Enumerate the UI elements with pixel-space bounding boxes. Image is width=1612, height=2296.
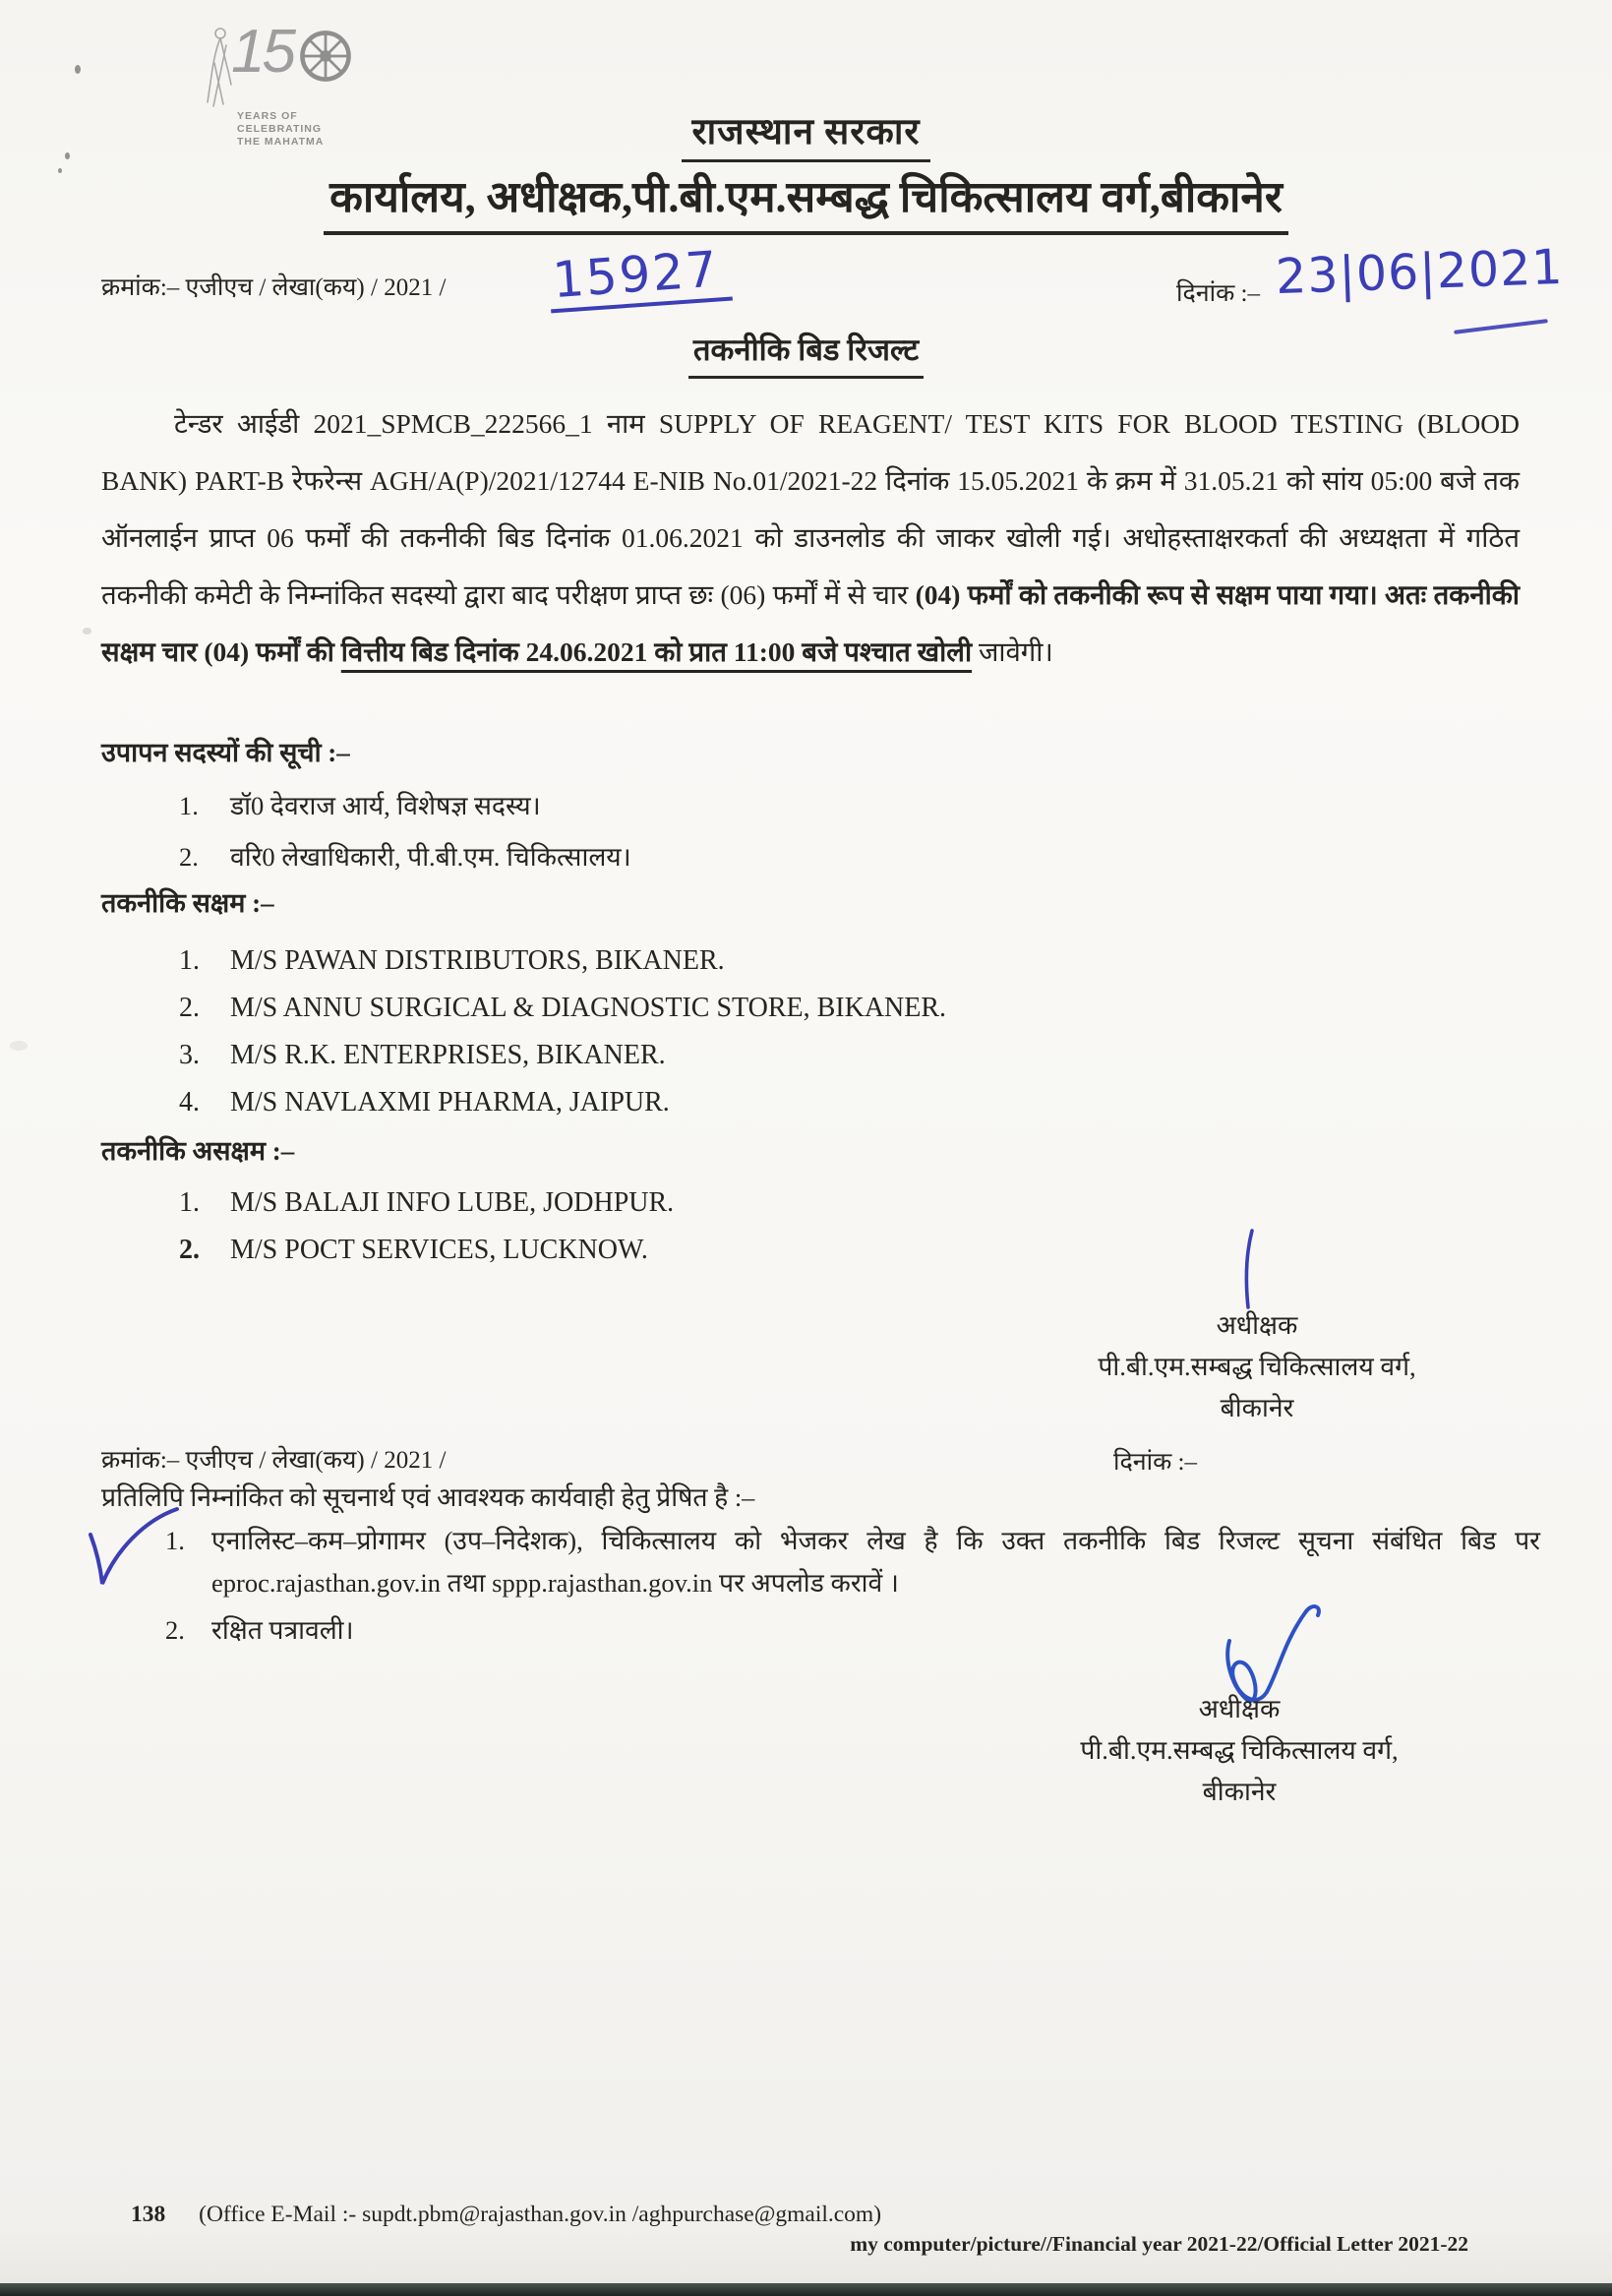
list-item-text: एनालिस्ट–कम–प्रोगामर (उप–निदेशक), चिकित्सालय को भेजकर लेख है कि उक्त तकनीकि बिड रिजल्ट सूचना संबंधित बिड पर eproc.rajasthan.gov.in तथा sppp.rajasthan.gov.in पर अपलोड करावें । — [211, 1526, 1540, 1598]
scan-edge-band — [0, 2283, 1612, 2296]
list-item-text: M/S BALAJI INFO LUBE, JODHPUR. — [230, 1187, 675, 1218]
logo-caption-line: YEARS OF — [237, 110, 298, 122]
technically-qualified-heading: तकनीकि सक्षम :– — [101, 888, 274, 918]
copy-list — [165, 1520, 1540, 1657]
reference-number-handwritten: 15927 — [547, 240, 733, 314]
list-item — [165, 1520, 1540, 1604]
para-text-end: जावेगी। — [972, 636, 1053, 667]
signatory-designation: अधीक्षक — [1216, 1310, 1298, 1340]
signature-stroke-icon — [1233, 1228, 1263, 1310]
para-bold-text: (04) फर्मों को तकनीकी रूप से सक्षम पाया गया। अतः तकनीकी सक्षम चार (04) फर्मों की — [101, 579, 1520, 667]
list-item — [179, 1039, 946, 1072]
subject-title: तकनीकि बिड रिजल्ट — [688, 329, 924, 379]
signatory-organisation: पी.बी.एम.सम्बद्ध चिकित्सालय वर्ग, — [1098, 1352, 1416, 1381]
list-item-text: रक्षित पत्रावली। — [211, 1615, 354, 1645]
procurement-members-heading: उपापन सदस्यों की सूची :– — [101, 738, 350, 767]
charkha-wheel-icon — [297, 28, 354, 85]
list-item-text: M/S POCT SERVICES, LUCKNOW. — [230, 1235, 648, 1265]
para-text: टेन्डर आईडी 2021_SPMCB_222566_1 नाम SUPPLY OF REAGENT/ TEST KITS FOR BLOOD TESTING (BLOOD BANK) PART-B रेफरेन्स AGH/A(P)/2021/12744 E-NIB No.01/2021-22 दिनांक 15.05.2021 के क्रम में 31.05.21 को सांय 05:00 बजे तक ऑनलाईन प्राप्त 06 फर्मों की तकनीकी बिड दिनांक 01.06.2021 को डाउनलोड की जाकर खोली गई। अधोहस्ताक्षरकर्ता की अध्यक्षता में गठित तकनीकी कमेटी के निम्नांकित सदस्यो द्वारा बाद परीक्षण प्राप्त छः (06) फर्मों में से चार — [101, 408, 1520, 610]
office-title: कार्यालय, अधीक्षक,पी.बी.एम.सम्बद्ध चिकित्सालय वर्ग,बीकानेर — [324, 165, 1288, 235]
list-item — [179, 944, 946, 978]
reference-number-label-2: क्रमांक:– एजीएच / लेखा(कय) / 2021 / — [101, 1447, 447, 1474]
procurement-members-list — [179, 789, 631, 891]
list-item — [179, 1234, 674, 1267]
page-number: 138 — [131, 2202, 166, 2227]
scan-speck — [83, 628, 91, 634]
signatory-organisation: पी.बी.एम.सम्बद्ध चिकित्सालय वर्ग, — [1080, 1735, 1399, 1765]
list-item-number: 2. — [165, 1615, 185, 1645]
signatory-designation: अधीक्षक — [1198, 1694, 1281, 1723]
logo-150-text: 15 — [231, 18, 293, 86]
body-paragraph — [101, 395, 1520, 681]
list-item-text: M/S ANNU SURGICAL & DIAGNOSTIC STORE, BIKANER. — [230, 993, 947, 1023]
reference-number-label: क्रमांक:– एजीएच / लेखा(कय) / 2021 / — [101, 274, 447, 301]
list-item-number: 2. — [179, 1235, 200, 1265]
logo-caption-line: CELEBRATING — [237, 123, 323, 135]
list-item-number: 4. — [179, 1087, 200, 1118]
government-title: राजस्थान सरकार — [682, 104, 929, 162]
list-item — [179, 1186, 674, 1220]
list-item-number: 1. — [179, 1187, 200, 1218]
list-item — [179, 1086, 946, 1119]
signatory-block-2 — [1043, 1688, 1436, 1812]
signatory-place: बीकानेर — [1220, 1393, 1294, 1422]
scan-speck — [75, 65, 81, 74]
date-label-2: दिनांक :– — [1113, 1449, 1197, 1476]
list-item-number: 3. — [179, 1040, 200, 1070]
list-item-text: M/S NAVLAXMI PHARMA, JAIPUR. — [230, 1087, 670, 1118]
list-item — [179, 840, 631, 874]
list-item-text: M/S R.K. ENTERPRISES, BIKANER. — [230, 1040, 666, 1070]
list-item-text: M/S PAWAN DISTRIBUTORS, BIKANER. — [230, 945, 725, 976]
list-item — [165, 1609, 1540, 1652]
list-item-number: 1. — [179, 791, 199, 820]
office-email-text: (Office E-Mail :- supdt.pbm@rajasthan.gov.in /aghpurchase@gmail.com) — [199, 2202, 882, 2227]
date-handwritten: 23|06|2021 — [1275, 238, 1565, 306]
list-item-text: वरि0 लेखाधिकारी, पी.बी.एम. चिकित्सालय। — [230, 842, 631, 872]
gandhi-figure-icon — [202, 26, 235, 108]
para-underlined-text: वित्तीय बिड दिनांक 24.06.2021 को प्रात 11:00 बजे पश्चात खोली — [340, 636, 973, 667]
footer-email-line — [131, 2202, 881, 2228]
scan-speck — [10, 1041, 28, 1051]
list-item-number: 1. — [179, 945, 200, 976]
signatory-block — [1060, 1304, 1454, 1428]
list-item-number: 1. — [165, 1526, 185, 1555]
list-item — [179, 789, 631, 822]
copy-intro: प्रतिलिपि निम्नांकित को सूचनार्थ एवं आवश्यक कार्यवाही हेतु प्रेषित है :– — [101, 1482, 755, 1512]
technically-disqualified-heading: तकनीकि असक्षम :– — [101, 1136, 295, 1166]
list-item-number: 2. — [179, 842, 199, 872]
technically-qualified-list — [179, 944, 946, 1133]
list-item-number: 2. — [179, 993, 200, 1023]
list-item — [179, 992, 946, 1025]
date-label: दिनांक :– — [1176, 280, 1260, 307]
list-item-text: डॉ0 देवराज आर्य, विशेषज्ञ सदस्य। — [230, 791, 541, 820]
signatory-place: बीकानेर — [1202, 1777, 1277, 1806]
file-path-line: my computer/picture//Financial year 2021-22/Official Letter 2021-22 — [850, 2232, 1468, 2256]
logo-caption-line: THE MAHATMA — [237, 136, 325, 148]
technically-disqualified-list — [179, 1186, 674, 1281]
